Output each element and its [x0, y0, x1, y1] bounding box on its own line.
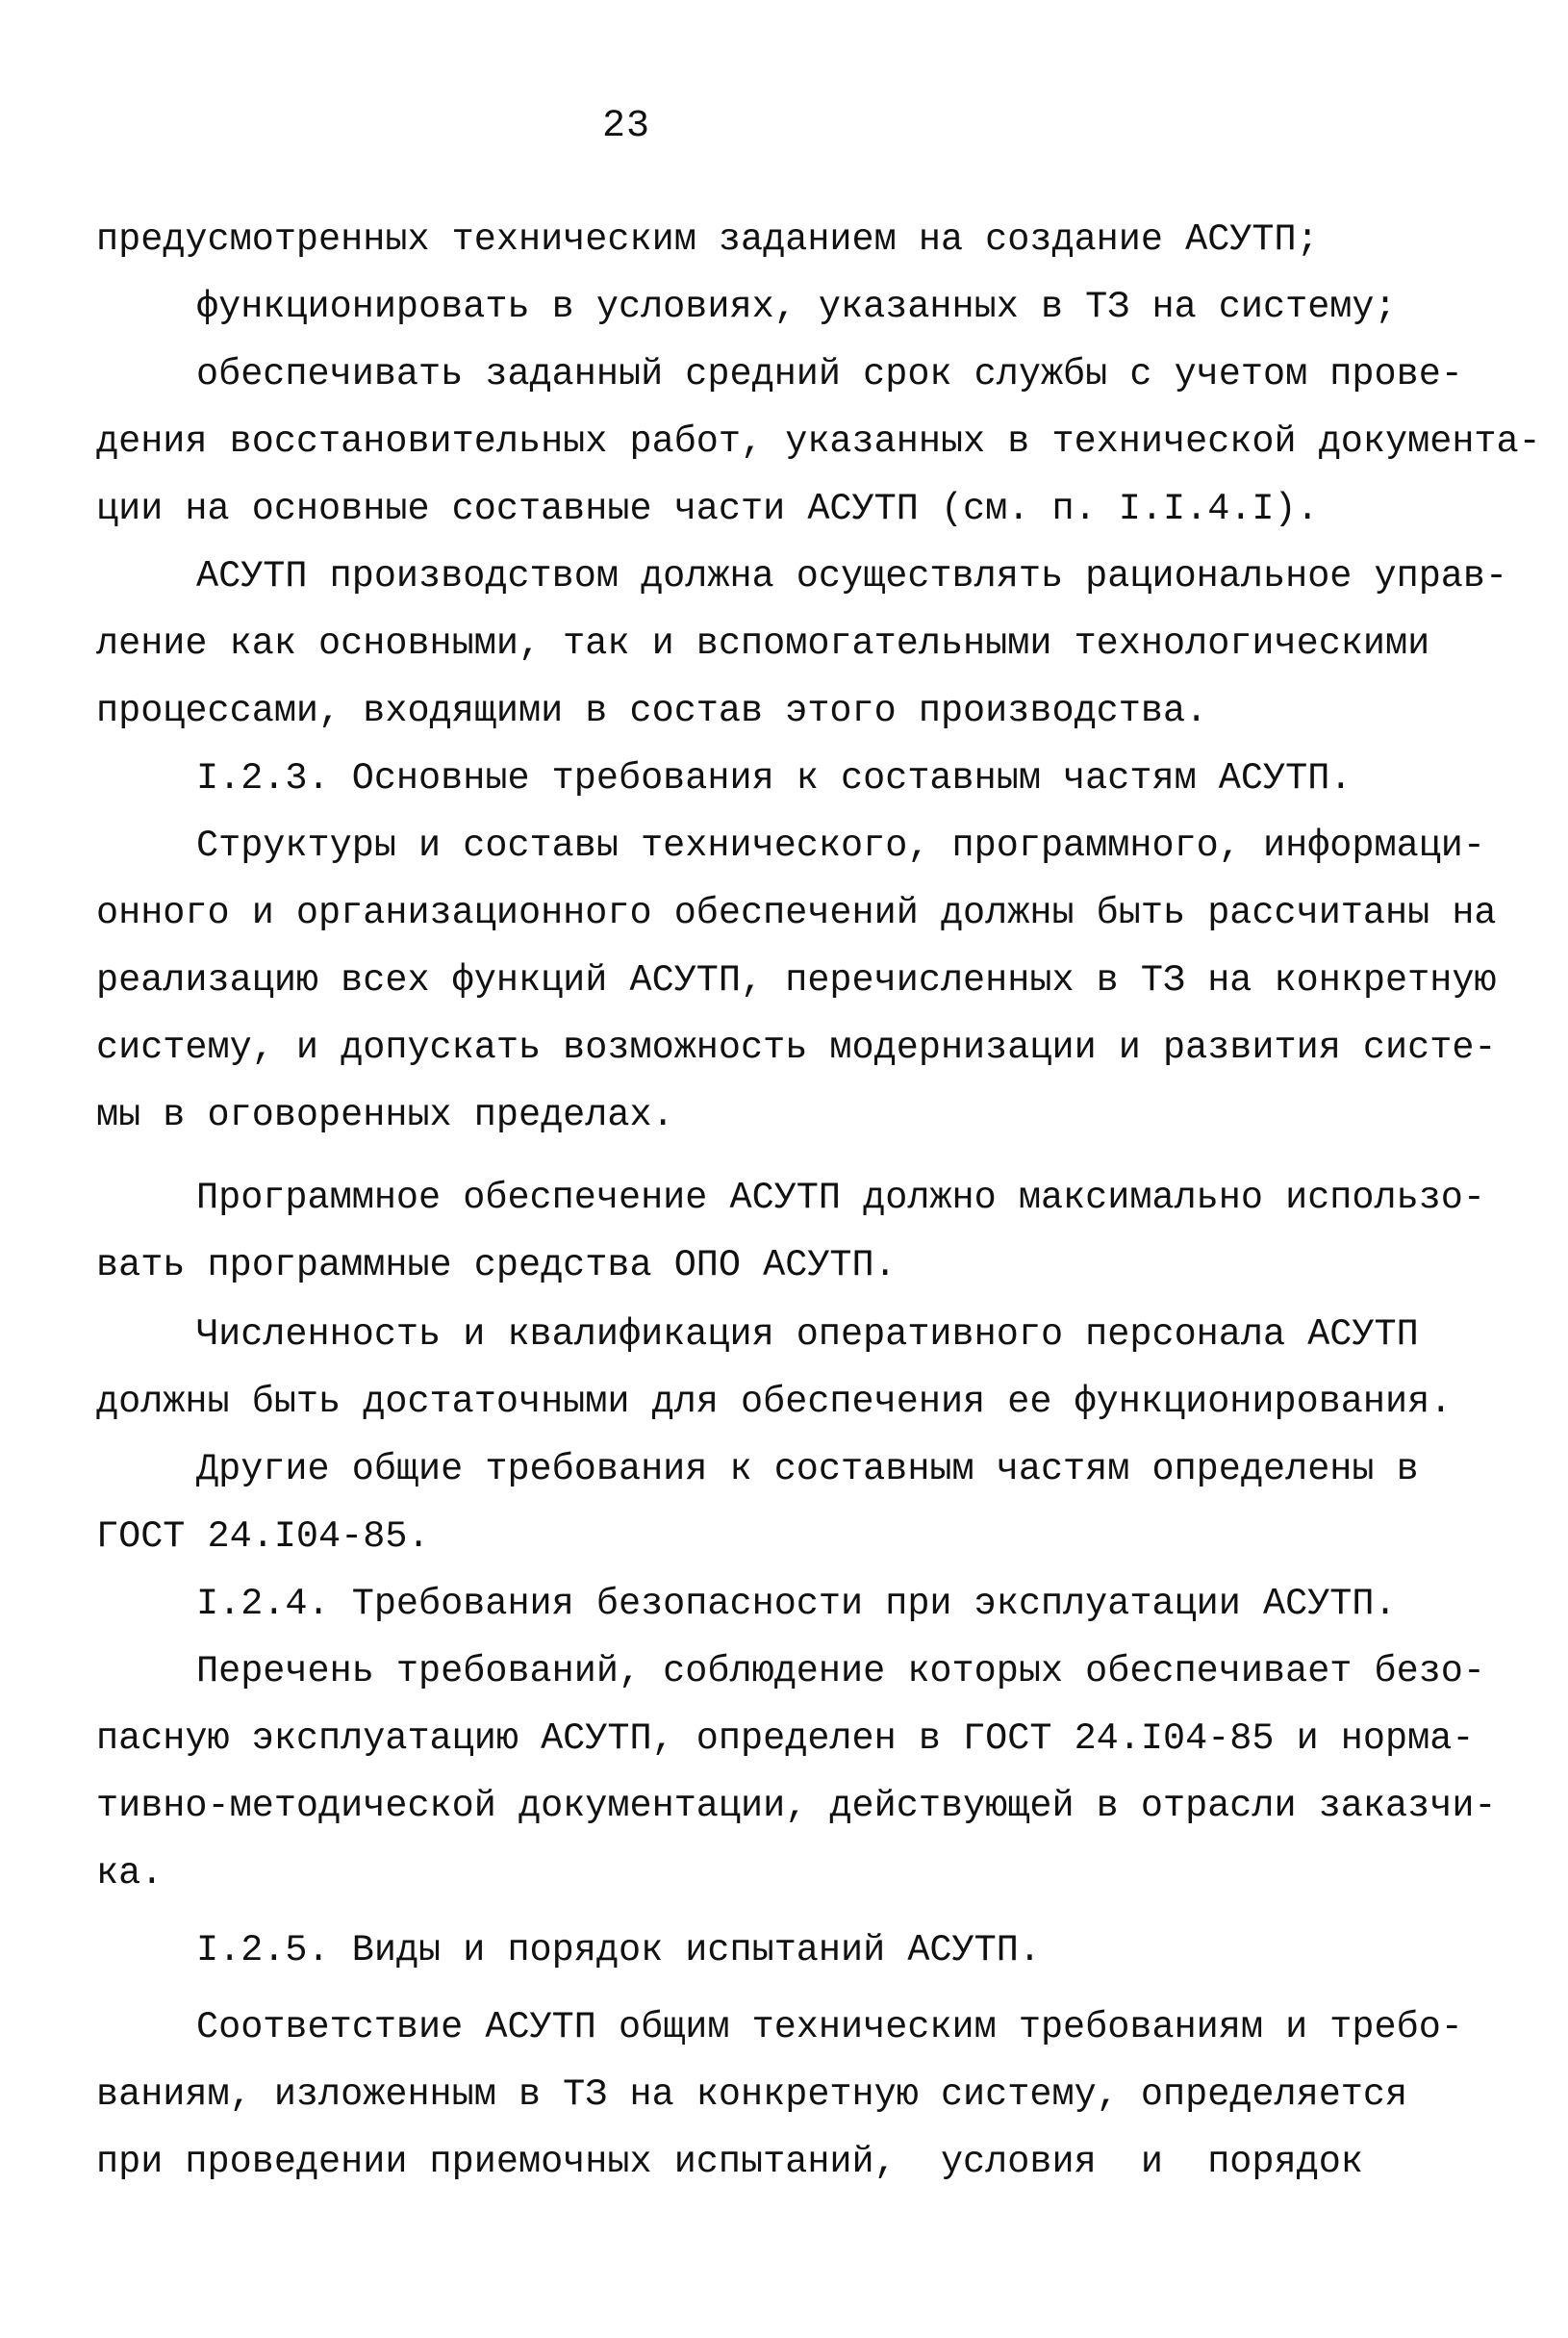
text-line: ваниям, изложенным в ТЗ на конкретную систему, определяется — [96, 2073, 1408, 2116]
paragraph-start: Другие общие требования к составным частям определены в — [196, 1448, 1419, 1490]
text-line: дения восстановительных работ, указанных в технической документа- — [96, 420, 1541, 463]
list-item: функционировать в условиях, указанных в ТЗ на систему; — [196, 286, 1397, 328]
text-line: при проведении приемочных испытаний, условия и порядок — [96, 2141, 1363, 2183]
page-number: 23 — [602, 105, 651, 148]
paragraph-start: Перечень требований, соблюдение которых обеспечивает безо- — [196, 1650, 1486, 1692]
section-heading-1-2-4: I.2.4. Требования безопасности при эксплуатации АСУТП. — [196, 1583, 1397, 1625]
text-line: ление как основными, так и вспомогательными технологическими — [96, 623, 1430, 665]
text-line: процессами, входящими в состав этого производства. — [96, 690, 1208, 732]
section-heading-1-2-5: I.2.5. Виды и порядок испытаний АСУТП. — [196, 1929, 1041, 1971]
paragraph-start: АСУТП производством должна осуществлять рациональное управ- — [196, 555, 1508, 597]
section-heading-1-2-3: I.2.3. Основные требования к составным частям АСУТП. — [196, 757, 1353, 800]
paragraph-start: Численность и квалификация оперативного персонала АСУТП — [196, 1313, 1419, 1356]
paragraph-start: Программное обеспечение АСУТП должно максимально использо- — [196, 1177, 1486, 1219]
text-line: пасную эксплуатацию АСУТП, определен в ГОСТ 24.I04-85 и норма- — [96, 1717, 1475, 1760]
text-line: онного и организационного обеспечений должны быть рассчитаны на — [96, 892, 1497, 934]
list-item: обеспечивать заданный средний срок службы с учетом прове- — [196, 353, 1463, 395]
text-line: ГОСТ 24.I04-85. — [96, 1515, 430, 1558]
text-line: реализацию всех функций АСУТП, перечисленных в ТЗ на конкретную — [96, 959, 1497, 1002]
text-line: ции на основные составные части АСУТП (см. п. I.I.4.I). — [96, 488, 1319, 530]
text-line: систему, и допускать возможность модернизации и развития систе- — [96, 1027, 1497, 1069]
text-line: тивно-методической документации, действующей в отрасли заказчи- — [96, 1785, 1497, 1827]
paragraph-start: Структуры и составы технического, программного, информаци- — [196, 825, 1486, 867]
text-line: мы в оговоренных пределах. — [96, 1094, 674, 1136]
text-line: ка. — [96, 1852, 164, 1894]
text-line: должны быть достаточными для обеспечения ее функционирования. — [96, 1381, 1453, 1423]
text-line: вать программные средства ОПО АСУТП. — [96, 1244, 897, 1286]
text-line: предусмотренных техническим заданием на создание АСУТП; — [96, 218, 1319, 261]
paragraph-start: Соответствие АСУТП общим техническим требованиям и требо- — [196, 2006, 1463, 2048]
